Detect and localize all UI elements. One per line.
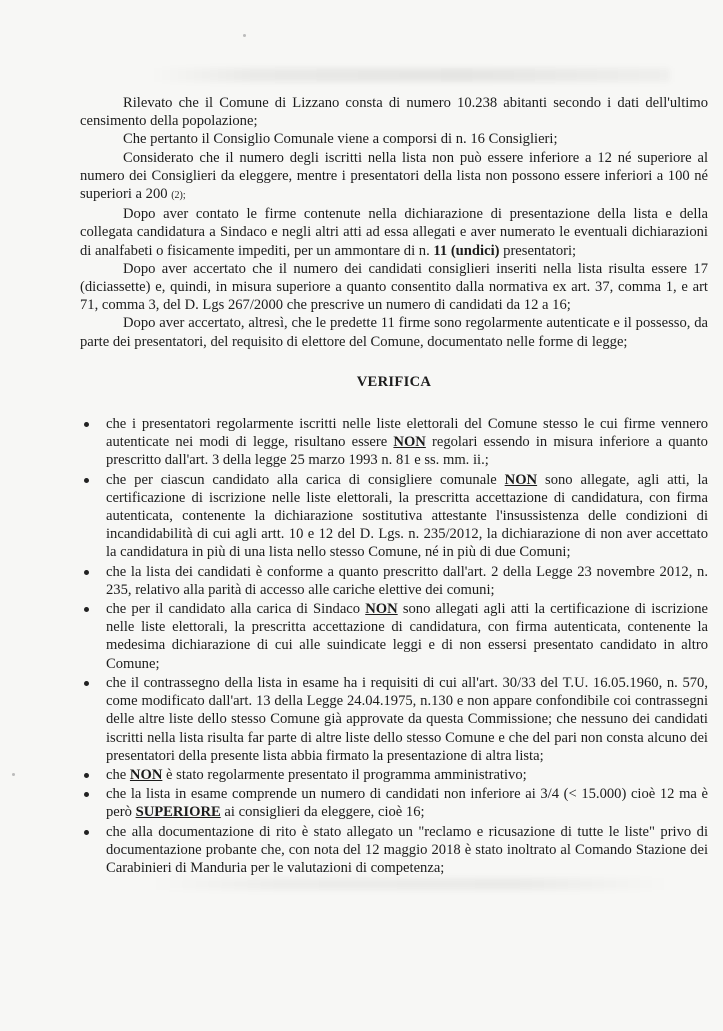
list-item: che la lista dei candidati è conforme a quanto prescritto dall'art. 2 della Legge 23 novembre 2012, n. 235, relativo alla parità di accesso alle cariche elettive dei comuni; [80, 563, 708, 599]
list-item: che alla documentazione di rito è stato allegato un "reclamo e ricusazione di tutte le liste" privo di documentazione probante che, con nota del 12 maggio 2018 è stato inoltrato al Comando Stazione dei Carabinieri di Manduria per le valutazioni di competenza; [80, 823, 708, 878]
scan-speck [243, 34, 246, 37]
document-body [80, 94, 708, 878]
paragraph: Rilevato che il Comune di Lizzano consta di numero 10.238 abitanti secondo i dati dell'ultimo censimento della popolazione; [80, 95, 708, 130]
scan-shadow [150, 878, 670, 890]
section-heading: VERIFICA [356, 373, 432, 390]
paragraph: Che pertanto il Consiglio Comunale viene a comporsi di n. 16 Consiglieri; [123, 131, 558, 148]
list-item: che NON è stato regolarmente presentato il programma amministrativo; [80, 766, 708, 784]
list-item: che per il candidato alla carica di Sindaco NON sono allegati agli atti la certificazione di iscrizione nelle liste elettorali, la prescritta accettazione di candidatura, con firma autenticata, contenente la medesima dichiarazione di cui alle suindicate leggi e di non essersi presentato candidato in altro Comune; [80, 600, 708, 673]
paragraph: Considerato che il numero degli iscritti nella lista non può essere inferiore a 12 né superiore al numero dei Consiglieri da eleggere, mentre i presentatori della lista non possono essere inferiori a 100 né superiori a 200 (2); [80, 149, 708, 203]
list-item: che i presentatori regolarmente iscritti nelle liste elettorali del Comune stesso le cui firme vennero autenticate nei modi di legge, risultano essere NON regolari essendo in misura inferiore a quanto prescritto dall'art. 3 della legge 25 marzo 1993 n. 81 e ss. mm. ii.; [80, 415, 708, 470]
bullet-icon [84, 607, 89, 612]
footnote-ref: (2); [171, 190, 186, 202]
bullet-icon [84, 478, 89, 483]
bullet-icon [84, 422, 89, 427]
paragraph: Dopo aver contato le firme contenute nella dichiarazione di presentazione della lista e della collegata candidatura a Sindaco e negli altri atti ad essa allegati e aver numerato le eventuali dichiarazioni di analfabeti o fisicamente impediti, per un ammontare di n. 11 (undici) presentatori; [80, 206, 708, 259]
scan-speck [12, 773, 15, 776]
verification-list [80, 415, 708, 877]
bullet-icon [84, 773, 89, 778]
bullet-icon [84, 792, 89, 797]
scan-shadow [150, 68, 670, 82]
paragraph: Dopo aver accertato che il numero dei candidati consiglieri inseriti nella lista risulta essere 17 (diciassette) e, quindi, in misura superiore a quanto consentito dalla normativa ex art. 37, comma 1, e art 71, comma 3, del D. Lgs 267/2000 che prescrive un numero di candidati da 12 a 16; [80, 260, 708, 314]
bullet-icon [84, 570, 89, 575]
bullet-icon [84, 830, 89, 835]
list-item: che per ciascun candidato alla carica di consigliere comunale NON sono allegate, agli atti, la certificazione di iscrizione nelle liste elettorali, la prescritta accettazione di candidatura, con firma autenticata, contenente la dichiarazione sostitutiva attestante l'insussistenza delle condizioni di incandidabilità di cui agli artt. 10 e 12 del D. Lgs. n. 235/2012, la dichiarazione di non aver accettato la candidatura in più di una lista nello stesso Comune, né in più di due Comuni; [80, 471, 708, 562]
list-item: che il contrassegno della lista in esame ha i requisiti di cui all'art. 30/33 del T.U. 16.05.1960, n. 570, come modificato dall'art. 13 della Legge 24.04.1975, n.130 e non appare confondibile coi contrassegni delle altre liste dello stesso Comune già approvate da questa Commissione; che nessuno dei candidati iscritti nella lista risulta far parte di altre liste dello stesso Comune e che del pari non consta alcuno dei presentatori della presente lista abbia firmato la presentazione di altra lista; [80, 674, 708, 765]
paragraph: Dopo aver accertato, altresì, che le predette 11 firme sono regolarmente autenticate e il possesso, da parte dei presentatori, del requisito di elettore del Comune, documentato nelle forme di legge; [80, 315, 708, 350]
list-item: che la lista in esame comprende un numero di candidati non inferiore ai 3/4 (< 15.000) cioè 12 ma è però SUPERIORE ai consiglieri da eleggere, cioè 16; [80, 785, 708, 821]
bullet-icon [84, 681, 89, 686]
